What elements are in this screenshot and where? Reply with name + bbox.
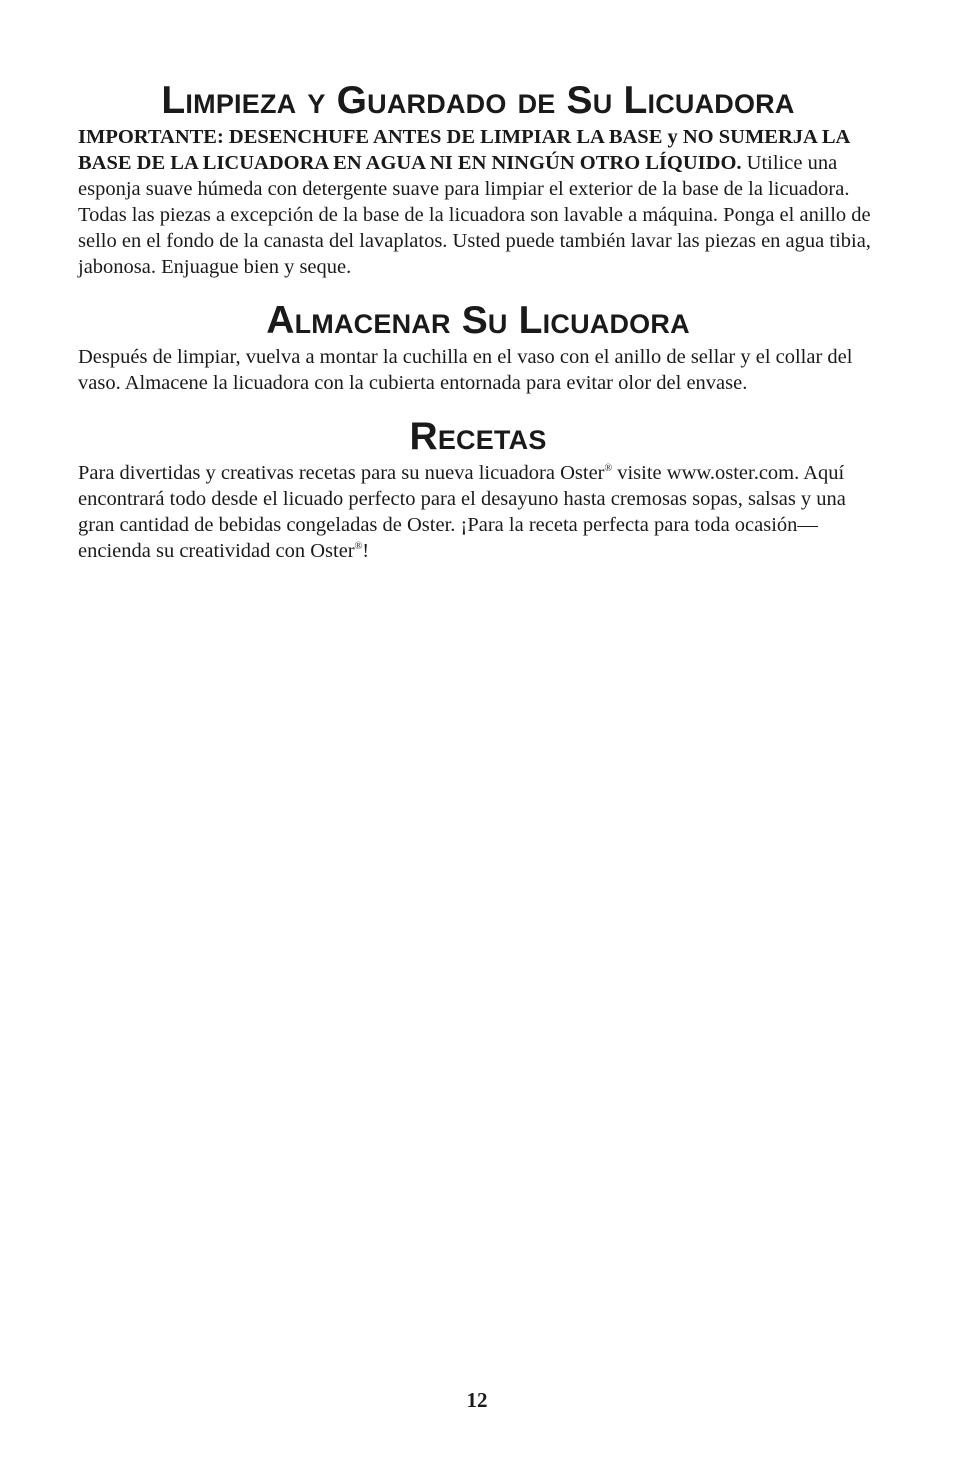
page-number: 12: [466, 1388, 488, 1412]
section-limpieza: [78, 78, 878, 280]
registered-mark: ®: [604, 463, 613, 474]
section-title-almacenar: Almacenar Su Licuadora: [266, 299, 690, 342]
section-title-limpieza: Limpieza y Guardado de Su Licuadora: [161, 79, 795, 122]
important-warning: IMPORTANTE: DESENCHUFE ANTES DE LIMPIAR LA BASE y NO SUMERJA LA BASE DE LA LICUADORA EN AGUA NI EN NINGÚN OTRO LÍQUIDO.: [78, 126, 850, 174]
section-body-recetas: [78, 460, 878, 564]
section-body-limpieza: [78, 124, 878, 280]
page-content: [78, 78, 878, 564]
cleaning-instructions: Utilice una esponja suave húmeda con detergente suave para limpiar el exterior de la base de la licuadora. Todas las piezas a excepción de la base de la licuadora son lavable a máquina. Ponga el anillo de sello en el fondo de la canasta del lavaplatos. Usted puede también lavar las piezas en agua tibia, jabonosa. Enjuague bien y seque.: [78, 152, 871, 278]
section-almacenar: [78, 298, 878, 396]
registered-mark: ®: [354, 541, 363, 552]
section-title-recetas: Recetas: [409, 415, 547, 458]
section-recetas: [78, 414, 878, 564]
recetas-text-3: !: [362, 540, 370, 562]
recetas-text-1: Para divertidas y creativas recetas para su nueva licuadora Oster: [78, 462, 605, 484]
recetas-text-2: visite www.oster.com. Aquí encontrará todo desde el licuado perfecto para el desayuno hasta cremosas sopas, salsas y una gran cantidad de bebidas congeladas de Oster. ¡Para la receta perfecta para toda ocasión—encienda su creatividad con Oster: [78, 462, 846, 562]
section-body-almacenar: Después de limpiar, vuelva a montar la cuchilla en el vaso con el anillo de sellar y el collar del vaso. Almacene la licuadora con la cubierta entornada para evitar olor del envase.: [78, 346, 853, 394]
